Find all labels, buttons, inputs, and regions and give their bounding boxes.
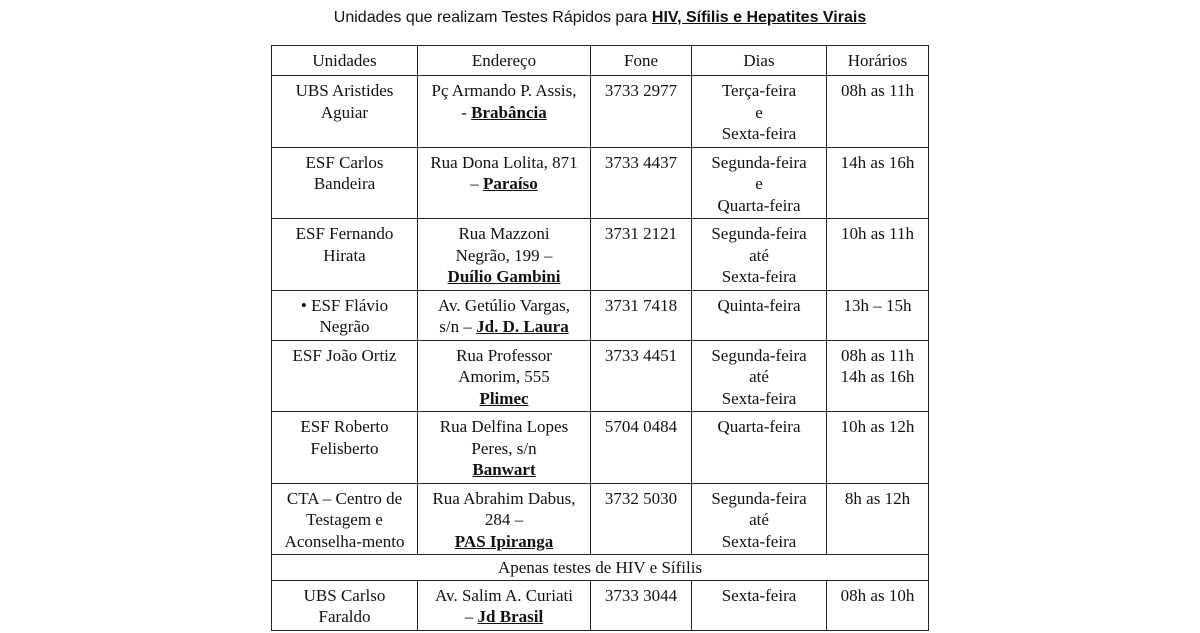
address-cell <box>418 147 591 219</box>
neighborhood-link: Duílio Gambini <box>447 267 561 286</box>
phone-cell: 3731 2121 <box>591 219 692 291</box>
hours-cell: 08h as 11h <box>827 76 929 148</box>
section-note: Apenas testes de HIV e Sífilis <box>272 555 929 581</box>
unit-cell: UBS Aristides Aguiar <box>272 76 418 148</box>
address-cell <box>418 76 591 148</box>
phone-cell: 3733 4437 <box>591 147 692 219</box>
unit-cell: ESF João Ortiz <box>272 340 418 412</box>
neighborhood-link: Paraíso <box>482 174 538 193</box>
address-text: Pç Armando P. Assis, - <box>431 81 577 122</box>
neighborhood-link: Brabância <box>471 102 547 122</box>
hours-cell: 10h as 12h <box>827 412 929 484</box>
address-text: Av. Salim A. Curiati – <box>435 585 573 626</box>
table-header-row <box>272 46 929 76</box>
header-fone: Fone <box>591 46 692 76</box>
address-cell <box>418 483 591 555</box>
address-cell <box>418 219 591 291</box>
unit-cell: ESF Fernando Hirata <box>272 219 418 291</box>
neighborhood-link: Banwart <box>472 460 536 479</box>
days-cell: Quinta-feira <box>692 290 827 340</box>
address-cell <box>418 412 591 484</box>
days-cell: Terça-feira e Sexta-feira <box>692 76 827 148</box>
days-cell: Segunda-feira até Sexta-feira <box>692 340 827 412</box>
title-highlight: HIV, Sífilis e Hepatites Virais <box>651 9 867 26</box>
phone-cell: 5704 0484 <box>591 412 692 484</box>
address-text: Av. Getúlio Vargas, s/n – <box>437 295 571 336</box>
days-cell: Segunda-feira até Sexta-feira <box>692 219 827 291</box>
days-cell: Sexta-feira <box>692 580 827 630</box>
testing-units-table <box>271 45 929 631</box>
address-cell <box>418 340 591 412</box>
days-cell: Quarta-feira <box>692 412 827 484</box>
phone-cell: 3732 5030 <box>591 483 692 555</box>
hours-cell: 13h – 15h <box>827 290 929 340</box>
hours-cell: 8h as 12h <box>827 483 929 555</box>
address-text: Rua Abrahim Dabus, 284 – <box>432 488 576 529</box>
neighborhood-link: PAS Ipiranga <box>454 531 554 551</box>
header-endereco: Endereço <box>418 46 591 76</box>
hours-cell: 08h as 11h 14h as 16h <box>827 340 929 412</box>
header-horarios: Horários <box>827 46 929 76</box>
section-note-row <box>272 555 929 581</box>
neighborhood-link: Jd. D. Laura <box>476 317 569 336</box>
address-text: Rua Delfina Lopes Peres, s/n <box>439 417 569 458</box>
address-text: Rua Professor Amorim, 555 <box>456 345 552 386</box>
table-row <box>272 580 929 630</box>
table-row <box>272 340 929 412</box>
header-unidades: Unidades <box>272 46 418 76</box>
phone-cell: 3733 2977 <box>591 76 692 148</box>
address-cell <box>418 290 591 340</box>
table-row <box>272 219 929 291</box>
table-row <box>272 483 929 555</box>
table-row <box>272 147 929 219</box>
hours-cell: 14h as 16h <box>827 147 929 219</box>
table-row <box>272 76 929 148</box>
table-row <box>272 290 929 340</box>
hours-cell: 10h as 11h <box>827 219 929 291</box>
phone-cell: 3733 3044 <box>591 580 692 630</box>
unit-cell: ESF Carlos Bandeira <box>272 147 418 219</box>
unit-cell: • ESF Flávio Negrão <box>272 290 418 340</box>
unit-cell: CTA – Centro de Testagem e Aconselha-mento <box>272 483 418 555</box>
phone-cell: 3733 4451 <box>591 340 692 412</box>
days-cell: Segunda-feira e Quarta-feira <box>692 147 827 219</box>
days-cell: Segunda-feira até Sexta-feira <box>692 483 827 555</box>
address-text: Rua Dona Lolita, 871 – <box>430 152 578 193</box>
table-row <box>272 412 929 484</box>
address-cell <box>418 580 591 630</box>
unit-cell: ESF Roberto Felisberto <box>272 412 418 484</box>
page-title <box>0 9 1200 27</box>
address-text: Rua Mazzoni Negrão, 199 – <box>455 224 553 265</box>
title-prefix: Unidades que realizam Testes Rápidos para <box>333 9 652 26</box>
hours-cell: 08h as 10h <box>827 580 929 630</box>
unit-cell: UBS Carlso Faraldo <box>272 580 418 630</box>
neighborhood-link: Plimec <box>479 388 529 408</box>
phone-cell: 3731 7418 <box>591 290 692 340</box>
header-dias: Dias <box>692 46 827 76</box>
neighborhood-link: Jd Brasil <box>477 607 544 626</box>
